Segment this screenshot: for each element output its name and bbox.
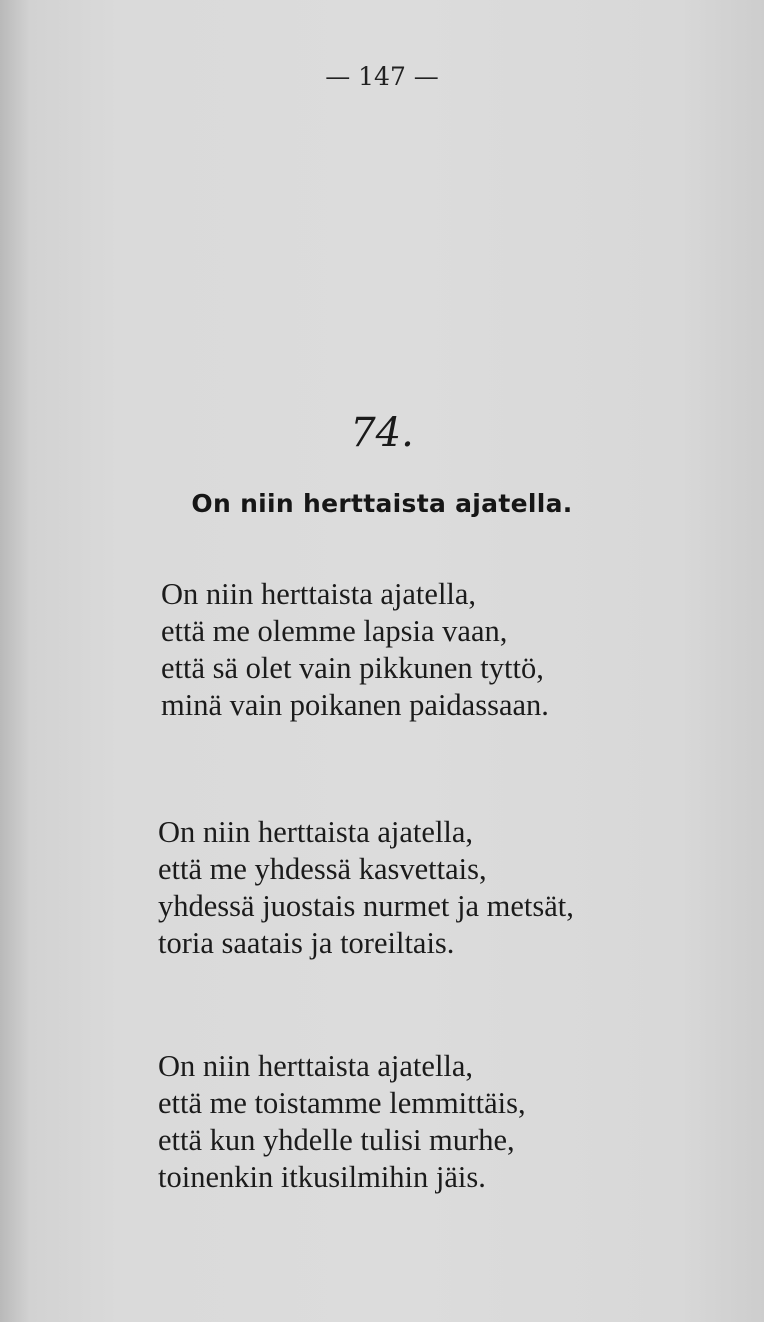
poem-number: 74. <box>350 410 414 456</box>
poem-line: että me toistamme lemmittäis, <box>158 1086 526 1120</box>
stanza-1 <box>161 576 549 724</box>
page-number: — 147 — <box>325 62 439 91</box>
stanza-2 <box>158 814 574 962</box>
poem-line: että sä olet vain pikkunen tyttö, <box>161 651 544 685</box>
poem-line: että me yhdessä kasvettais, <box>158 852 487 886</box>
stanza-3 <box>158 1048 526 1196</box>
poem-line: että me olemme lapsia vaan, <box>161 614 508 648</box>
poem-line: On niin herttaista ajatella, <box>158 815 474 849</box>
poem-title: On niin herttaista ajatella. <box>191 489 573 518</box>
poem-line: On niin herttaista ajatella, <box>161 577 477 611</box>
poem-line: toinenkin itkusilmihin jäis. <box>158 1160 486 1194</box>
poem-line: yhdessä juostais nurmet ja metsät, <box>158 889 574 923</box>
poem-line: että kun yhdelle tulisi murhe, <box>158 1123 515 1157</box>
poem-line: minä vain poikanen paidassaan. <box>161 688 549 722</box>
poem-line: On niin herttaista ajatella, <box>158 1049 474 1083</box>
poem-line: toria saatais ja toreiltais. <box>158 926 455 960</box>
